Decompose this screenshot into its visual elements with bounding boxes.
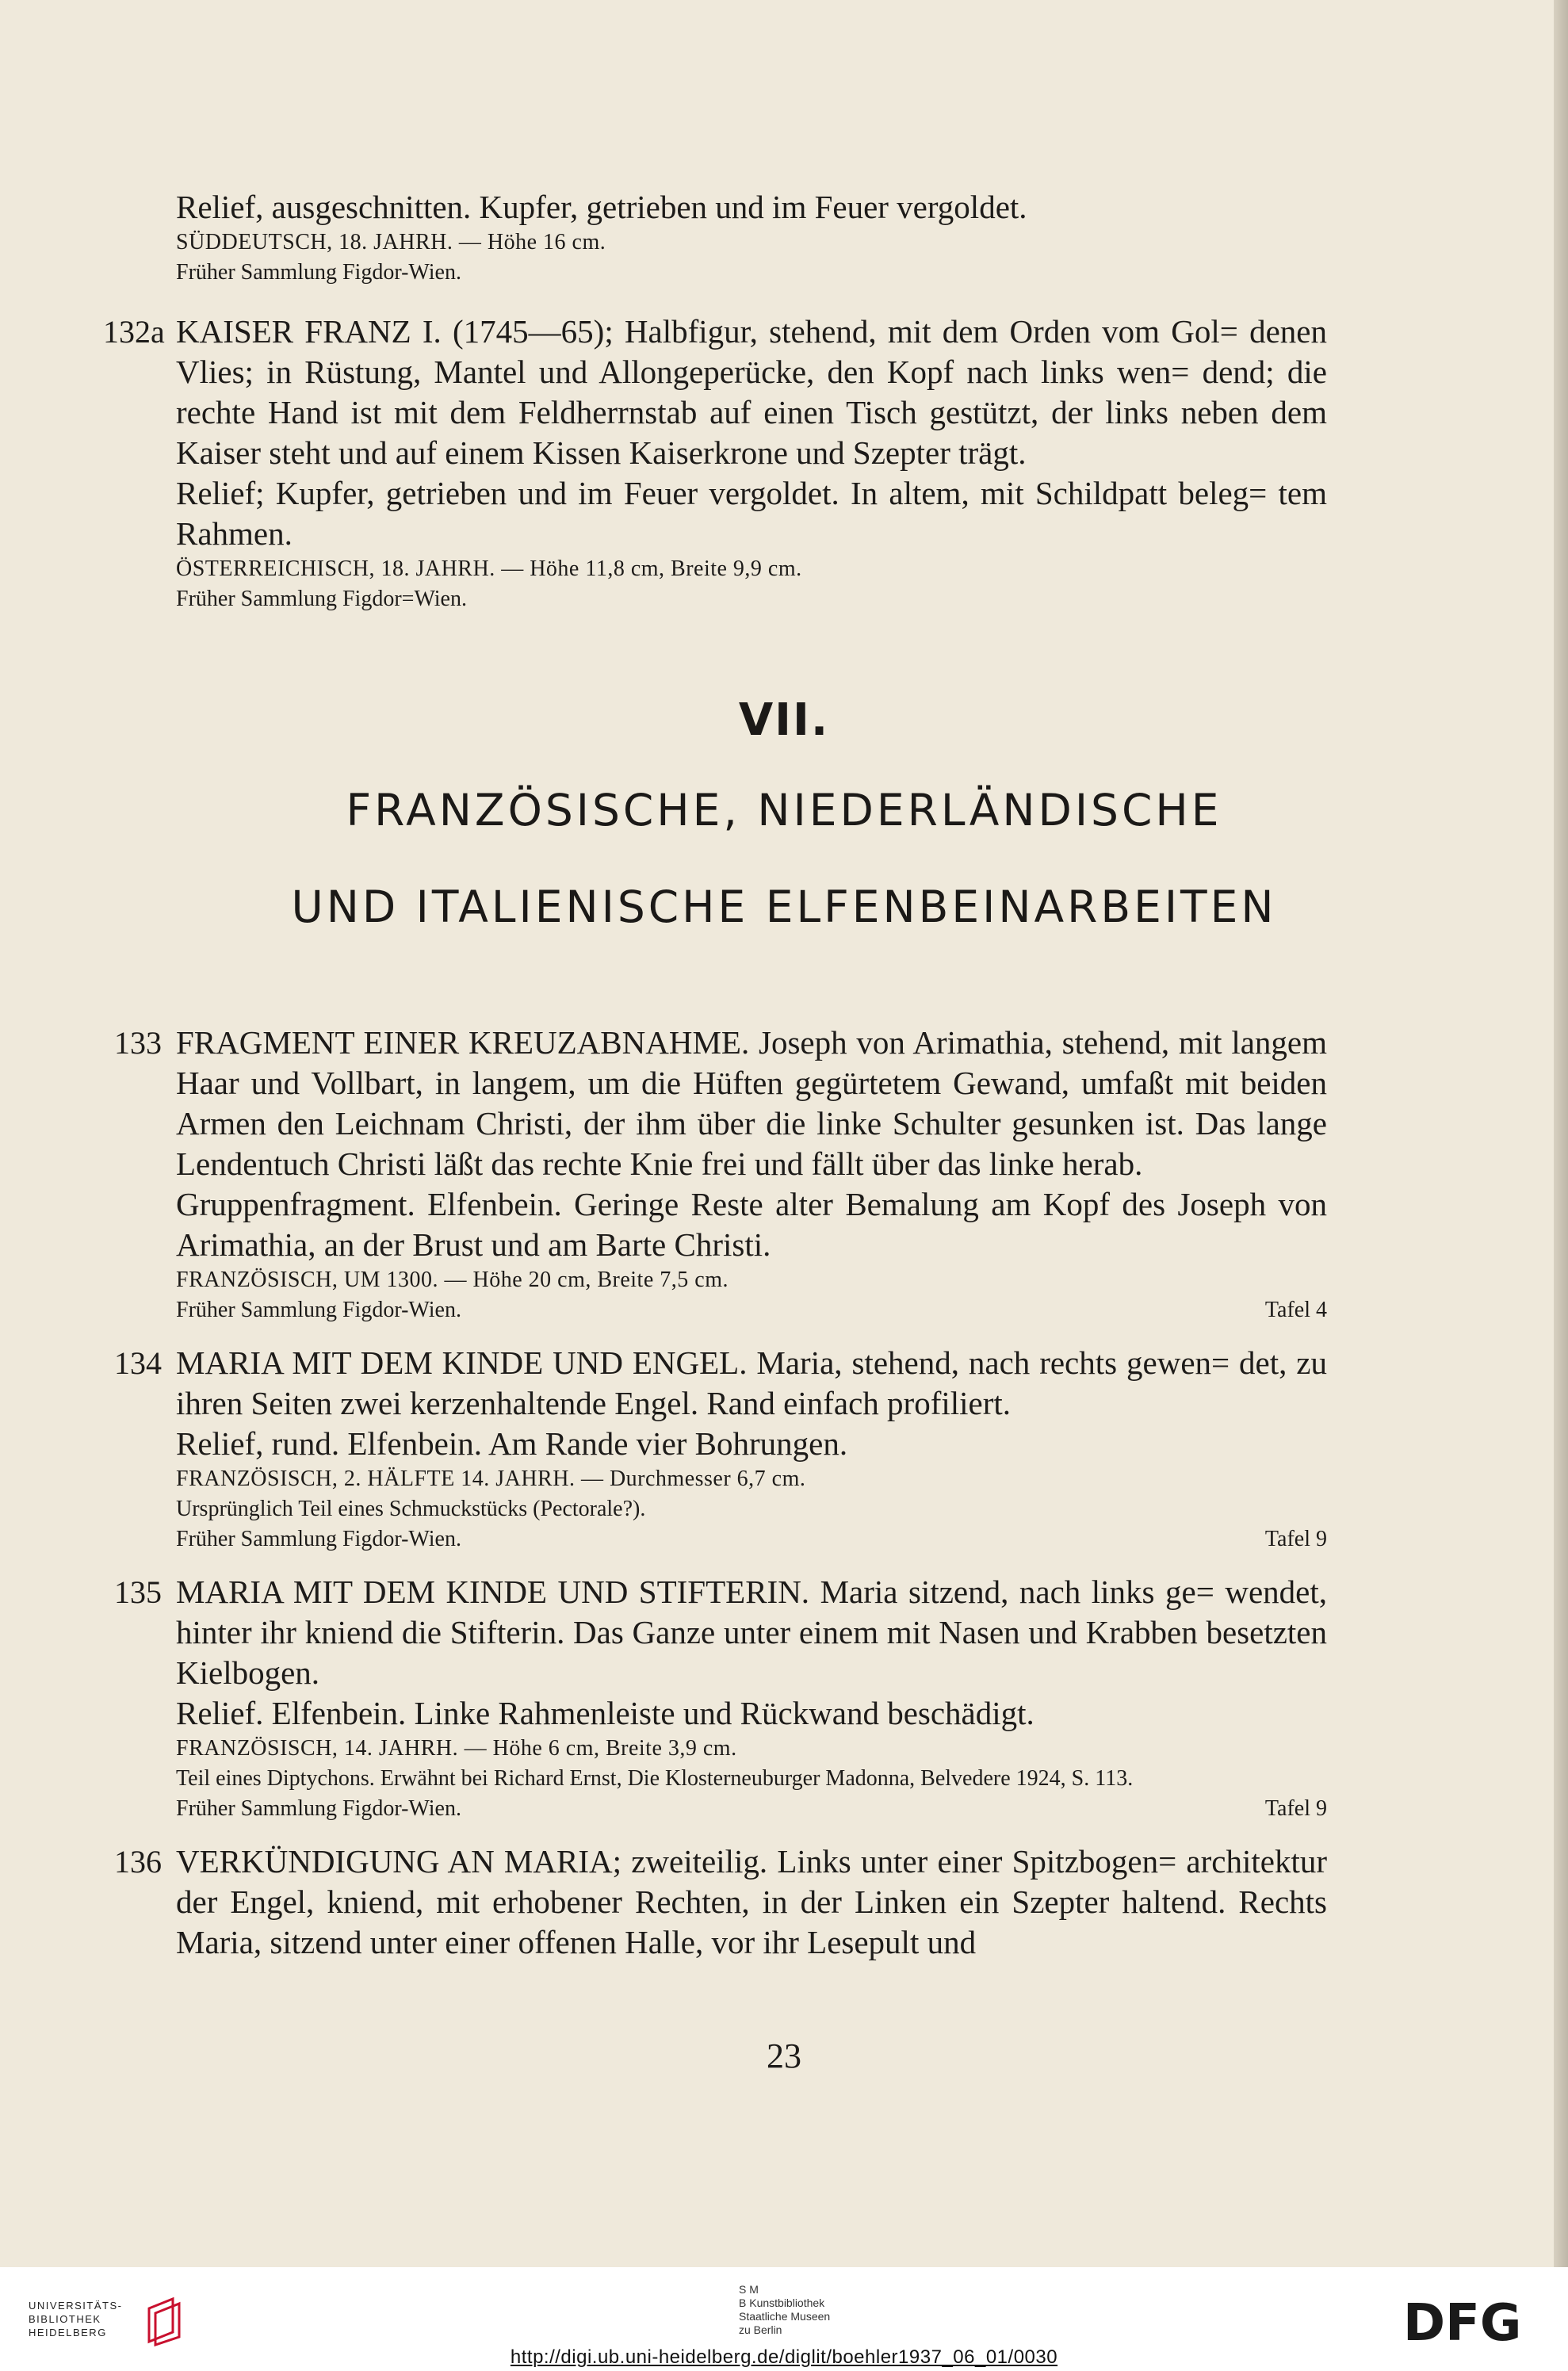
entry-description — [176, 1572, 1327, 1693]
entry-plate-reference: Tafel 9 — [1264, 1796, 1327, 1821]
entry-description — [176, 1023, 1327, 1184]
chapter-number: VII. — [738, 694, 830, 746]
entry-title: MARIA MIT DEM KINDE UND ENGEL. — [176, 1344, 748, 1381]
entry-description — [176, 1841, 1327, 1963]
entry-origin: FRANZÖSISCH, 2. HÄLFTE 14. JAHRH. — Durchmesser 6,7 cm. — [176, 1467, 806, 1491]
entry-text: Maria, stehend, nach rechts gewen= det, zu ihren Seiten zwei kerzenhaltende Engel. Rand einfach profiliert. — [176, 1344, 1328, 1421]
entry-title: MARIA MIT DEM KINDE UND STIFTERIN. — [176, 1574, 810, 1610]
entry-title: VERKÜNDIGUNG AN MARIA; — [176, 1843, 621, 1880]
stamp-line: zu Berlin — [739, 2323, 782, 2336]
entry-description — [176, 1343, 1327, 1424]
entry-origin: ÖSTERREICHISCH, 18. JAHRH. — Höhe 11,8 cm, Breite 9,9 cm. — [176, 556, 802, 581]
entry-origin: FRANZÖSISCH, 14. JAHRH. — Höhe 6 cm, Breite 3,9 cm. — [176, 1736, 737, 1761]
entry-description — [176, 312, 1327, 473]
entry-material: Gruppenfragment. Elfenbein. Geringe Reste alter Bemalung am Kopf des Joseph von Arimathia, an der Brust und am Barte Christi. — [176, 1186, 1327, 1263]
entry-material: Relief; Kupfer, getrieben und im Feuer vergoldet. In altem, mit Schildpatt beleg= tem Rahmen. — [176, 475, 1327, 552]
dfg-logo-text: DFG — [1403, 2297, 1522, 2345]
catalog-entry-134 — [114, 1343, 1328, 1555]
entry-number: 134 — [114, 1345, 162, 1381]
catalog-entry-135 — [114, 1572, 1327, 1824]
page-edge-shadow — [1554, 0, 1568, 2267]
entry-material: Relief. Elfenbein. Linke Rahmenleiste und Rückwand beschädigt. — [176, 1695, 1034, 1731]
stamp-line: Staatliche Museen — [739, 2310, 831, 2323]
catalog-entry-131-continuation — [168, 187, 1327, 288]
chapter-title-line-2: UND ITALIENISCHE ELFENBEINARBEITEN — [291, 881, 1277, 932]
entry-text: Joseph von Arimathia, stehend, mit langem Haar und Vollbart, in langem, um die Hüften gegürtetem Gewand, umfaßt mit beiden Armen den Leichnam Christi, der ihm über die linke Schulter gesunken ist. Das lange Lendentuch Christi läßt das rechte Knie frei und fällt über das linke herab. — [176, 1024, 1327, 1182]
entry-number: 135 — [114, 1574, 162, 1610]
entry-footer-row — [176, 1524, 1327, 1555]
catalog-entries — [114, 1023, 1328, 1980]
entry-text: Maria sitzend, nach links ge= wendet, hinter ihr kniend die Stifterin. Das Ganze unter einem mit Nasen und Krabben besetzten Kielbogen. — [176, 1574, 1327, 1691]
entry-footer-row — [176, 1794, 1327, 1824]
entry-provenance: Früher Sammlung Figdor-Wien. — [176, 260, 461, 285]
entry-note: Ursprünglich Teil eines Schmuckstücks (Pectorale?). — [176, 1497, 646, 1521]
entry-note: Teil eines Diptychons. Erwähnt bei Richard Ernst, Die Klosterneuburger Madonna, Belvedere 1924, S. 113. — [176, 1766, 1134, 1791]
entry-origin: SÜDDEUTSCH, 18. JAHRH. — Höhe 16 cm. — [176, 230, 606, 254]
entry-plate-reference: Tafel 4 — [1264, 1298, 1327, 1322]
entry-description: Relief, ausgeschnitten. Kupfer, getrieben und im Feuer vergoldet. — [176, 189, 1027, 225]
entry-provenance: Früher Sammlung Figdor-Wien. — [176, 1527, 461, 1551]
entry-number: 133 — [114, 1025, 162, 1061]
museum-stamp — [739, 2283, 830, 2337]
library-name-line-3: HEIDELBERG — [29, 2327, 107, 2338]
dfg-logo-icon — [1403, 2297, 1546, 2345]
catalog-text — [103, 187, 1327, 632]
digitization-footer — [0, 2267, 1568, 2371]
library-name-line-1: UNIVERSITÄTS- — [29, 2300, 123, 2312]
entry-text: (1745—65); Halbfigur, stehend, mit dem Orden vom Gol= denen Vlies; in Rüstung, Mantel und Allongeperücke, den Kopf nach links wen= dend; die rechte Hand ist mit dem Feldherrnstab auf einen Tisch gestützt, der links neben dem Kaiser steht und auf einem Kissen Kaiserkrone und Szepter trägt. — [176, 313, 1327, 471]
chapter-title-line-1: FRANZÖSISCHE, NIEDERLÄNDISCHE — [346, 785, 1222, 836]
entry-origin: FRANZÖSISCH, UM 1300. — Höhe 20 cm, Breite 7,5 cm. — [176, 1268, 729, 1292]
source-url-link[interactable]: http://digi.ub.uni-heidelberg.de/diglit/boehler1937_06_01/0030 — [510, 2346, 1058, 2368]
entry-title: FRAGMENT EINER KREUZABNAHME. — [176, 1024, 750, 1061]
entry-number: 132a — [103, 314, 165, 350]
library-logo-icon — [141, 2294, 189, 2350]
entry-number: 136 — [114, 1844, 162, 1880]
entry-provenance: Früher Sammlung Figdor-Wien. — [176, 1796, 461, 1821]
entry-footer-row — [176, 1295, 1327, 1325]
library-name-line-2: BIBLIOTHEK — [29, 2313, 101, 2325]
page-number: 23 — [767, 2036, 801, 2075]
entry-title: KAISER FRANZ I. — [176, 313, 442, 350]
entry-plate-reference: Tafel 9 — [1264, 1527, 1327, 1551]
entry-provenance: Früher Sammlung Figdor-Wien. — [176, 1298, 461, 1322]
entry-text: zweiteilig. Links unter einer Spitzbogen= architektur der Engel, kniend, mit erhobener Rechten, in der Linken ein Szepter haltend. Rechts Maria, sitzend unter einer offenen Halle, vor ihr Lesepult und — [176, 1843, 1328, 1960]
stamp-line: S M — [739, 2283, 759, 2296]
entry-provenance: Früher Sammlung Figdor=Wien. — [176, 587, 467, 611]
catalog-entry-133 — [114, 1023, 1327, 1325]
catalog-entry-136 — [114, 1841, 1328, 1963]
library-name — [29, 2299, 122, 2339]
stamp-line: B Kunstbibliothek — [739, 2296, 825, 2309]
entry-material: Relief, rund. Elfenbein. Am Rande vier Bohrungen. — [176, 1425, 848, 1462]
catalog-entry-132a — [103, 312, 1327, 614]
